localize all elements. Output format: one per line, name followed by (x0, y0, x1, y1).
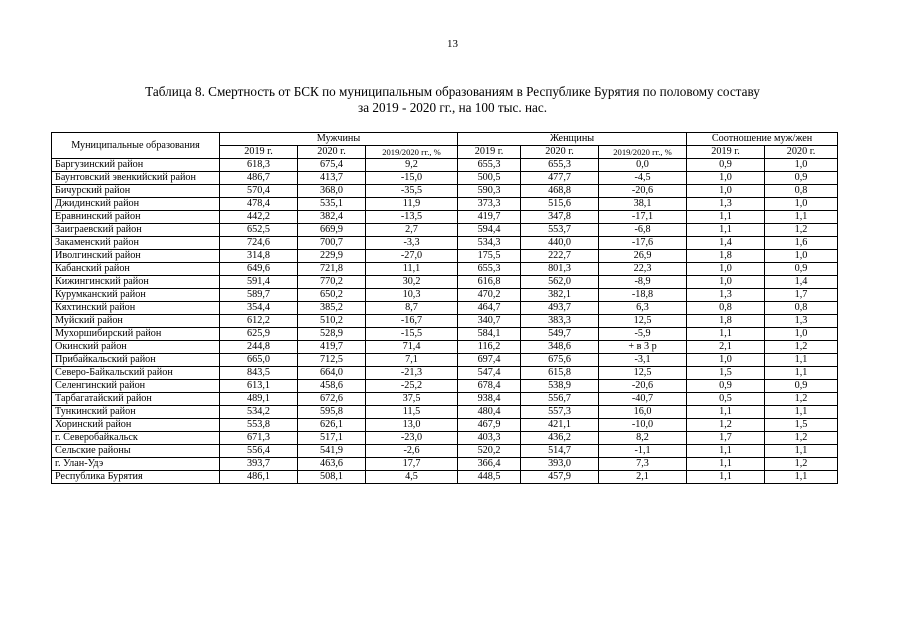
ratio-2020-cell: 1,1 (765, 445, 838, 458)
ratio-2019-cell: 0,5 (687, 393, 765, 406)
ratio-2020-cell: 1,0 (765, 250, 838, 263)
table-row (52, 289, 838, 302)
women-2020-cell: 383,3 (521, 315, 599, 328)
men-change-cell: 10,3 (366, 289, 458, 302)
women-change-cell: 22,3 (599, 263, 687, 276)
ratio-2019-cell: 1,0 (687, 276, 765, 289)
men-2019-cell: 393,7 (220, 458, 298, 471)
men-2020-cell: 626,1 (298, 419, 366, 432)
women-2019-cell: 419,7 (458, 211, 521, 224)
men-2020-cell: 229,9 (298, 250, 366, 263)
municipality-cell: Иволгинский район (52, 250, 220, 263)
women-change-cell: 38,1 (599, 198, 687, 211)
table-row (52, 354, 838, 367)
ratio-2019-cell: 1,1 (687, 445, 765, 458)
men-2020-cell: 669,9 (298, 224, 366, 237)
women-change-cell: -17,1 (599, 211, 687, 224)
women-2020-cell: 468,8 (521, 185, 599, 198)
women-2020-cell: 436,2 (521, 432, 599, 445)
men-change-cell: 8,7 (366, 302, 458, 315)
caption-line-1: Таблица 8. Смертность от БСК по муниципальным образованиям в Республике Бурятия по половому составу (145, 84, 760, 99)
women-2019-cell: 594,4 (458, 224, 521, 237)
table-row (52, 276, 838, 289)
men-2019-cell: 489,1 (220, 393, 298, 406)
municipality-cell: Закаменский район (52, 237, 220, 250)
municipality-cell: Баргузинский район (52, 159, 220, 172)
women-change-cell: -5,9 (599, 328, 687, 341)
ratio-2020-cell: 1,4 (765, 276, 838, 289)
ratio-2020-cell: 1,0 (765, 328, 838, 341)
men-change-cell: -2,6 (366, 445, 458, 458)
subheader-ratio-2020: 2020 г. (765, 146, 838, 159)
women-2019-cell: 500,5 (458, 172, 521, 185)
men-change-cell: -3,3 (366, 237, 458, 250)
women-change-cell: -1,1 (599, 445, 687, 458)
men-change-cell: -23,0 (366, 432, 458, 445)
ratio-2019-cell: 1,0 (687, 263, 765, 276)
ratio-2020-cell: 1,2 (765, 393, 838, 406)
subheader-men-2019: 2019 г. (220, 146, 298, 159)
women-2019-cell: 547,4 (458, 367, 521, 380)
subheader-men-change: 2019/2020 гг., % (366, 146, 458, 159)
ratio-2020-cell: 1,1 (765, 406, 838, 419)
women-change-cell: -10,0 (599, 419, 687, 432)
subheader-women-2019: 2019 г. (458, 146, 521, 159)
ratio-2019-cell: 0,9 (687, 380, 765, 393)
caption-line-2: за 2019 - 2020 гг., на 100 тыс. нас. (357, 100, 548, 115)
table-row (52, 458, 838, 471)
men-2019-cell: 618,3 (220, 159, 298, 172)
table-row (52, 367, 838, 380)
ratio-2020-cell: 1,2 (765, 458, 838, 471)
table-header-row (52, 133, 838, 146)
women-2019-cell: 464,7 (458, 302, 521, 315)
women-2020-cell: 477,7 (521, 172, 599, 185)
header-municipality: Муниципальные образования (52, 133, 220, 159)
women-2019-cell: 448,5 (458, 471, 521, 484)
ratio-2019-cell: 1,8 (687, 315, 765, 328)
women-2020-cell: 382,1 (521, 289, 599, 302)
table-row (52, 172, 838, 185)
men-change-cell: 11,9 (366, 198, 458, 211)
ratio-2019-cell: 1,1 (687, 328, 765, 341)
women-2020-cell: 556,7 (521, 393, 599, 406)
municipality-cell: Заиграевский район (52, 224, 220, 237)
ratio-2020-cell: 0,8 (765, 302, 838, 315)
table-row (52, 224, 838, 237)
men-change-cell: -15,0 (366, 172, 458, 185)
ratio-2020-cell: 1,2 (765, 432, 838, 445)
ratio-2020-cell: 1,3 (765, 315, 838, 328)
women-2019-cell: 616,8 (458, 276, 521, 289)
women-2020-cell: 348,6 (521, 341, 599, 354)
ratio-2019-cell: 1,5 (687, 367, 765, 380)
women-2020-cell: 421,1 (521, 419, 599, 432)
table-row (52, 250, 838, 263)
subheader-women-change: 2019/2020 гг., % (599, 146, 687, 159)
ratio-2020-cell: 0,9 (765, 263, 838, 276)
women-2020-cell: 538,9 (521, 380, 599, 393)
women-2019-cell: 366,4 (458, 458, 521, 471)
men-2020-cell: 672,6 (298, 393, 366, 406)
women-change-cell: -3,1 (599, 354, 687, 367)
ratio-2019-cell: 1,0 (687, 354, 765, 367)
table-row (52, 328, 838, 341)
women-change-cell: 26,9 (599, 250, 687, 263)
ratio-2020-cell: 1,6 (765, 237, 838, 250)
women-2020-cell: 557,3 (521, 406, 599, 419)
women-2019-cell: 373,3 (458, 198, 521, 211)
men-2020-cell: 517,1 (298, 432, 366, 445)
municipality-cell: Прибайкальский район (52, 354, 220, 367)
men-2019-cell: 671,3 (220, 432, 298, 445)
table-row (52, 185, 838, 198)
men-2019-cell: 556,4 (220, 445, 298, 458)
table-row (52, 380, 838, 393)
ratio-2019-cell: 1,1 (687, 211, 765, 224)
women-2020-cell: 615,8 (521, 367, 599, 380)
municipality-cell: Республика Бурятия (52, 471, 220, 484)
women-2020-cell: 222,7 (521, 250, 599, 263)
men-change-cell: -25,2 (366, 380, 458, 393)
men-2019-cell: 625,9 (220, 328, 298, 341)
women-2019-cell: 534,3 (458, 237, 521, 250)
table-row (52, 237, 838, 250)
municipality-cell: Джидинский район (52, 198, 220, 211)
men-2020-cell: 700,7 (298, 237, 366, 250)
ratio-2020-cell: 1,1 (765, 354, 838, 367)
men-2019-cell: 534,2 (220, 406, 298, 419)
women-change-cell: -8,9 (599, 276, 687, 289)
women-change-cell: 16,0 (599, 406, 687, 419)
men-2019-cell: 244,8 (220, 341, 298, 354)
ratio-2020-cell: 1,5 (765, 419, 838, 432)
men-2019-cell: 442,2 (220, 211, 298, 224)
men-2019-cell: 589,7 (220, 289, 298, 302)
subheader-women-2020: 2020 г. (521, 146, 599, 159)
women-2019-cell: 697,4 (458, 354, 521, 367)
men-2020-cell: 385,2 (298, 302, 366, 315)
men-2020-cell: 721,8 (298, 263, 366, 276)
municipality-cell: г. Северобайкальск (52, 432, 220, 445)
men-2019-cell: 553,8 (220, 419, 298, 432)
ratio-2020-cell: 0,9 (765, 172, 838, 185)
women-change-cell: -20,6 (599, 185, 687, 198)
table-row (52, 445, 838, 458)
table-row (52, 393, 838, 406)
men-2019-cell: 612,2 (220, 315, 298, 328)
ratio-2020-cell: 1,7 (765, 289, 838, 302)
women-change-cell: -18,8 (599, 289, 687, 302)
table-row (52, 419, 838, 432)
ratio-2020-cell: 1,2 (765, 341, 838, 354)
men-2019-cell: 652,5 (220, 224, 298, 237)
men-change-cell: -21,3 (366, 367, 458, 380)
ratio-2019-cell: 1,7 (687, 432, 765, 445)
subheader-men-2020: 2020 г. (298, 146, 366, 159)
women-2019-cell: 403,3 (458, 432, 521, 445)
women-change-cell: -20,6 (599, 380, 687, 393)
ratio-2019-cell: 1,8 (687, 250, 765, 263)
women-2020-cell: 549,7 (521, 328, 599, 341)
women-change-cell: -17,6 (599, 237, 687, 250)
municipality-cell: Тункинский район (52, 406, 220, 419)
municipality-cell: Северо-Байкальский район (52, 367, 220, 380)
subheader-ratio-2019: 2019 г. (687, 146, 765, 159)
ratio-2020-cell: 0,9 (765, 380, 838, 393)
men-2020-cell: 463,6 (298, 458, 366, 471)
women-2019-cell: 340,7 (458, 315, 521, 328)
men-change-cell: 7,1 (366, 354, 458, 367)
men-2019-cell: 478,4 (220, 198, 298, 211)
men-2020-cell: 368,0 (298, 185, 366, 198)
ratio-2019-cell: 0,9 (687, 159, 765, 172)
women-change-cell: 12,5 (599, 367, 687, 380)
table-row (52, 432, 838, 445)
men-2019-cell: 724,6 (220, 237, 298, 250)
women-2020-cell: 675,6 (521, 354, 599, 367)
women-2019-cell: 116,2 (458, 341, 521, 354)
men-2019-cell: 613,1 (220, 380, 298, 393)
women-2020-cell: 801,3 (521, 263, 599, 276)
table-caption (0, 84, 905, 116)
men-change-cell: -13,5 (366, 211, 458, 224)
women-change-cell: 2,1 (599, 471, 687, 484)
municipality-cell: Баунтовский эвенкийский район (52, 172, 220, 185)
men-2020-cell: 535,1 (298, 198, 366, 211)
women-2020-cell: 655,3 (521, 159, 599, 172)
women-2019-cell: 470,2 (458, 289, 521, 302)
table-row (52, 198, 838, 211)
header-ratio: Соотношение муж/жен (687, 133, 838, 146)
women-2019-cell: 655,3 (458, 159, 521, 172)
municipality-cell: Сельские районы (52, 445, 220, 458)
men-change-cell: 9,2 (366, 159, 458, 172)
men-2020-cell: 382,4 (298, 211, 366, 224)
men-2019-cell: 354,4 (220, 302, 298, 315)
men-2019-cell: 843,5 (220, 367, 298, 380)
men-2020-cell: 675,4 (298, 159, 366, 172)
ratio-2019-cell: 1,3 (687, 198, 765, 211)
municipality-cell: Кижингинский район (52, 276, 220, 289)
men-2020-cell: 510,2 (298, 315, 366, 328)
table-row (52, 341, 838, 354)
municipality-cell: Тарбагатайский район (52, 393, 220, 406)
men-change-cell: 11,5 (366, 406, 458, 419)
men-2020-cell: 413,7 (298, 172, 366, 185)
men-2020-cell: 458,6 (298, 380, 366, 393)
women-change-cell: 8,2 (599, 432, 687, 445)
women-2020-cell: 562,0 (521, 276, 599, 289)
men-2020-cell: 664,0 (298, 367, 366, 380)
table-row (52, 471, 838, 484)
women-2020-cell: 515,6 (521, 198, 599, 211)
men-change-cell: 13,0 (366, 419, 458, 432)
ratio-2020-cell: 1,1 (765, 367, 838, 380)
men-2019-cell: 570,4 (220, 185, 298, 198)
ratio-2020-cell: 1,2 (765, 224, 838, 237)
table-row (52, 211, 838, 224)
table-row (52, 406, 838, 419)
municipality-cell: Еравнинский район (52, 211, 220, 224)
women-2019-cell: 480,4 (458, 406, 521, 419)
men-change-cell: 17,7 (366, 458, 458, 471)
men-2019-cell: 591,4 (220, 276, 298, 289)
municipality-cell: Муйский район (52, 315, 220, 328)
header-women: Женщины (458, 133, 687, 146)
men-2019-cell: 314,8 (220, 250, 298, 263)
women-2019-cell: 655,3 (458, 263, 521, 276)
table-row (52, 302, 838, 315)
men-2020-cell: 541,9 (298, 445, 366, 458)
ratio-2019-cell: 1,0 (687, 172, 765, 185)
men-2020-cell: 528,9 (298, 328, 366, 341)
ratio-2019-cell: 1,1 (687, 458, 765, 471)
women-change-cell: 7,3 (599, 458, 687, 471)
ratio-2019-cell: 1,4 (687, 237, 765, 250)
municipality-cell: Мухоршибирский район (52, 328, 220, 341)
women-2020-cell: 493,7 (521, 302, 599, 315)
women-2020-cell: 440,0 (521, 237, 599, 250)
municipality-cell: Кяхтинский район (52, 302, 220, 315)
men-2020-cell: 650,2 (298, 289, 366, 302)
women-change-cell: -6,8 (599, 224, 687, 237)
ratio-2019-cell: 1,3 (687, 289, 765, 302)
ratio-2019-cell: 1,1 (687, 406, 765, 419)
ratio-2020-cell: 1,0 (765, 198, 838, 211)
municipality-cell: Курумканский район (52, 289, 220, 302)
men-change-cell: 71,4 (366, 341, 458, 354)
women-2019-cell: 175,5 (458, 250, 521, 263)
header-men: Мужчины (220, 133, 458, 146)
men-2020-cell: 595,8 (298, 406, 366, 419)
men-change-cell: -27,0 (366, 250, 458, 263)
table-row (52, 263, 838, 276)
ratio-2019-cell: 1,1 (687, 224, 765, 237)
women-2019-cell: 584,1 (458, 328, 521, 341)
men-change-cell: 37,5 (366, 393, 458, 406)
men-2019-cell: 649,6 (220, 263, 298, 276)
women-2020-cell: 457,9 (521, 471, 599, 484)
women-2020-cell: 553,7 (521, 224, 599, 237)
municipality-cell: Бичурский район (52, 185, 220, 198)
men-change-cell: 2,7 (366, 224, 458, 237)
women-2020-cell: 347,8 (521, 211, 599, 224)
women-2019-cell: 520,2 (458, 445, 521, 458)
men-change-cell: 11,1 (366, 263, 458, 276)
table-body (52, 159, 838, 484)
men-2020-cell: 419,7 (298, 341, 366, 354)
women-2019-cell: 590,3 (458, 185, 521, 198)
ratio-2020-cell: 1,1 (765, 471, 838, 484)
women-change-cell: -40,7 (599, 393, 687, 406)
men-2019-cell: 665,0 (220, 354, 298, 367)
table-row (52, 159, 838, 172)
women-2019-cell: 938,4 (458, 393, 521, 406)
women-change-cell: 0,0 (599, 159, 687, 172)
ratio-2019-cell: 1,0 (687, 185, 765, 198)
women-2019-cell: 678,4 (458, 380, 521, 393)
women-2020-cell: 393,0 (521, 458, 599, 471)
table-row (52, 315, 838, 328)
women-change-cell: + в 3 р (599, 341, 687, 354)
men-2020-cell: 770,2 (298, 276, 366, 289)
men-change-cell: 4,5 (366, 471, 458, 484)
men-change-cell: -15,5 (366, 328, 458, 341)
municipality-cell: Кабанский район (52, 263, 220, 276)
ratio-2019-cell: 0,8 (687, 302, 765, 315)
men-change-cell: -35,5 (366, 185, 458, 198)
ratio-2020-cell: 1,1 (765, 211, 838, 224)
ratio-2019-cell: 1,2 (687, 419, 765, 432)
mortality-table (51, 132, 838, 484)
women-change-cell: 6,3 (599, 302, 687, 315)
women-change-cell: 12,5 (599, 315, 687, 328)
ratio-2020-cell: 1,0 (765, 159, 838, 172)
men-2019-cell: 486,7 (220, 172, 298, 185)
ratio-2019-cell: 2,1 (687, 341, 765, 354)
men-change-cell: -16,7 (366, 315, 458, 328)
municipality-cell: г. Улан-Удэ (52, 458, 220, 471)
ratio-2020-cell: 0,8 (765, 185, 838, 198)
women-change-cell: -4,5 (599, 172, 687, 185)
page-number: 13 (447, 38, 458, 50)
women-2019-cell: 467,9 (458, 419, 521, 432)
men-2020-cell: 508,1 (298, 471, 366, 484)
municipality-cell: Хоринский район (52, 419, 220, 432)
municipality-cell: Окинский район (52, 341, 220, 354)
ratio-2019-cell: 1,1 (687, 471, 765, 484)
men-change-cell: 30,2 (366, 276, 458, 289)
municipality-cell: Селенгинский район (52, 380, 220, 393)
women-2020-cell: 514,7 (521, 445, 599, 458)
men-2019-cell: 486,1 (220, 471, 298, 484)
men-2020-cell: 712,5 (298, 354, 366, 367)
